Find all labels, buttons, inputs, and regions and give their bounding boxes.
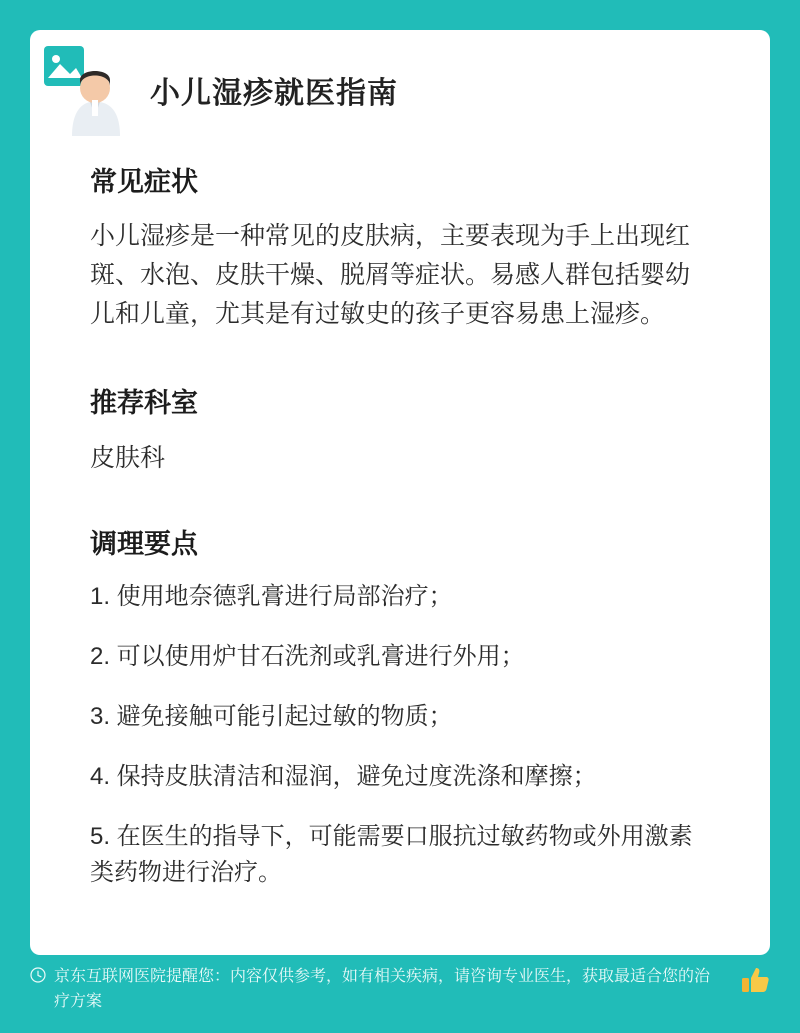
clock-icon (30, 967, 46, 992)
footer (30, 965, 770, 1015)
care-points-list (90, 579, 710, 891)
footer-disclaimer: 京东互联网医院提醒您：内容仅供参考，如有相关疾病，请咨询专业医生，获取最适合您的治疗方案 (54, 968, 711, 1011)
page-title: 小儿湿疹就医指南 (150, 77, 398, 110)
list-item: 5. 在医生的指导下，可能需要口服抗过敏药物或外用激素类药物进行治疗。 (90, 823, 693, 887)
list-item: 2. 可以使用炉甘石洗剂或乳膏进行外用； (90, 643, 525, 671)
section-heading-care-points: 调理要点 (90, 529, 198, 560)
section-heading-department: 推荐科室 (90, 388, 198, 419)
section-heading-symptoms: 常见症状 (90, 167, 198, 197)
section-text-symptoms: 小儿湿疹是一种常见的皮肤病，主要表现为手上出现红斑、水泡、皮肤干燥、脱屑等症状。易感人群包括婴幼儿和儿童，尤其是有过敏史的孩子更容易患上湿疹。 (90, 222, 691, 328)
list-item: 4. 保持皮肤清洁和湿润，避免过度洗涤和摩擦； (90, 763, 597, 791)
doctor-illustration-icon (42, 44, 128, 136)
list-item: 1. 使用地奈德乳膏进行局部治疗； (90, 583, 453, 611)
section-text-department: 皮肤科 (90, 444, 166, 473)
list-item: 3. 避免接触可能引起过敏的物质； (90, 703, 453, 731)
thumbs-up-icon[interactable] (740, 965, 770, 1004)
guide-card (30, 30, 770, 955)
